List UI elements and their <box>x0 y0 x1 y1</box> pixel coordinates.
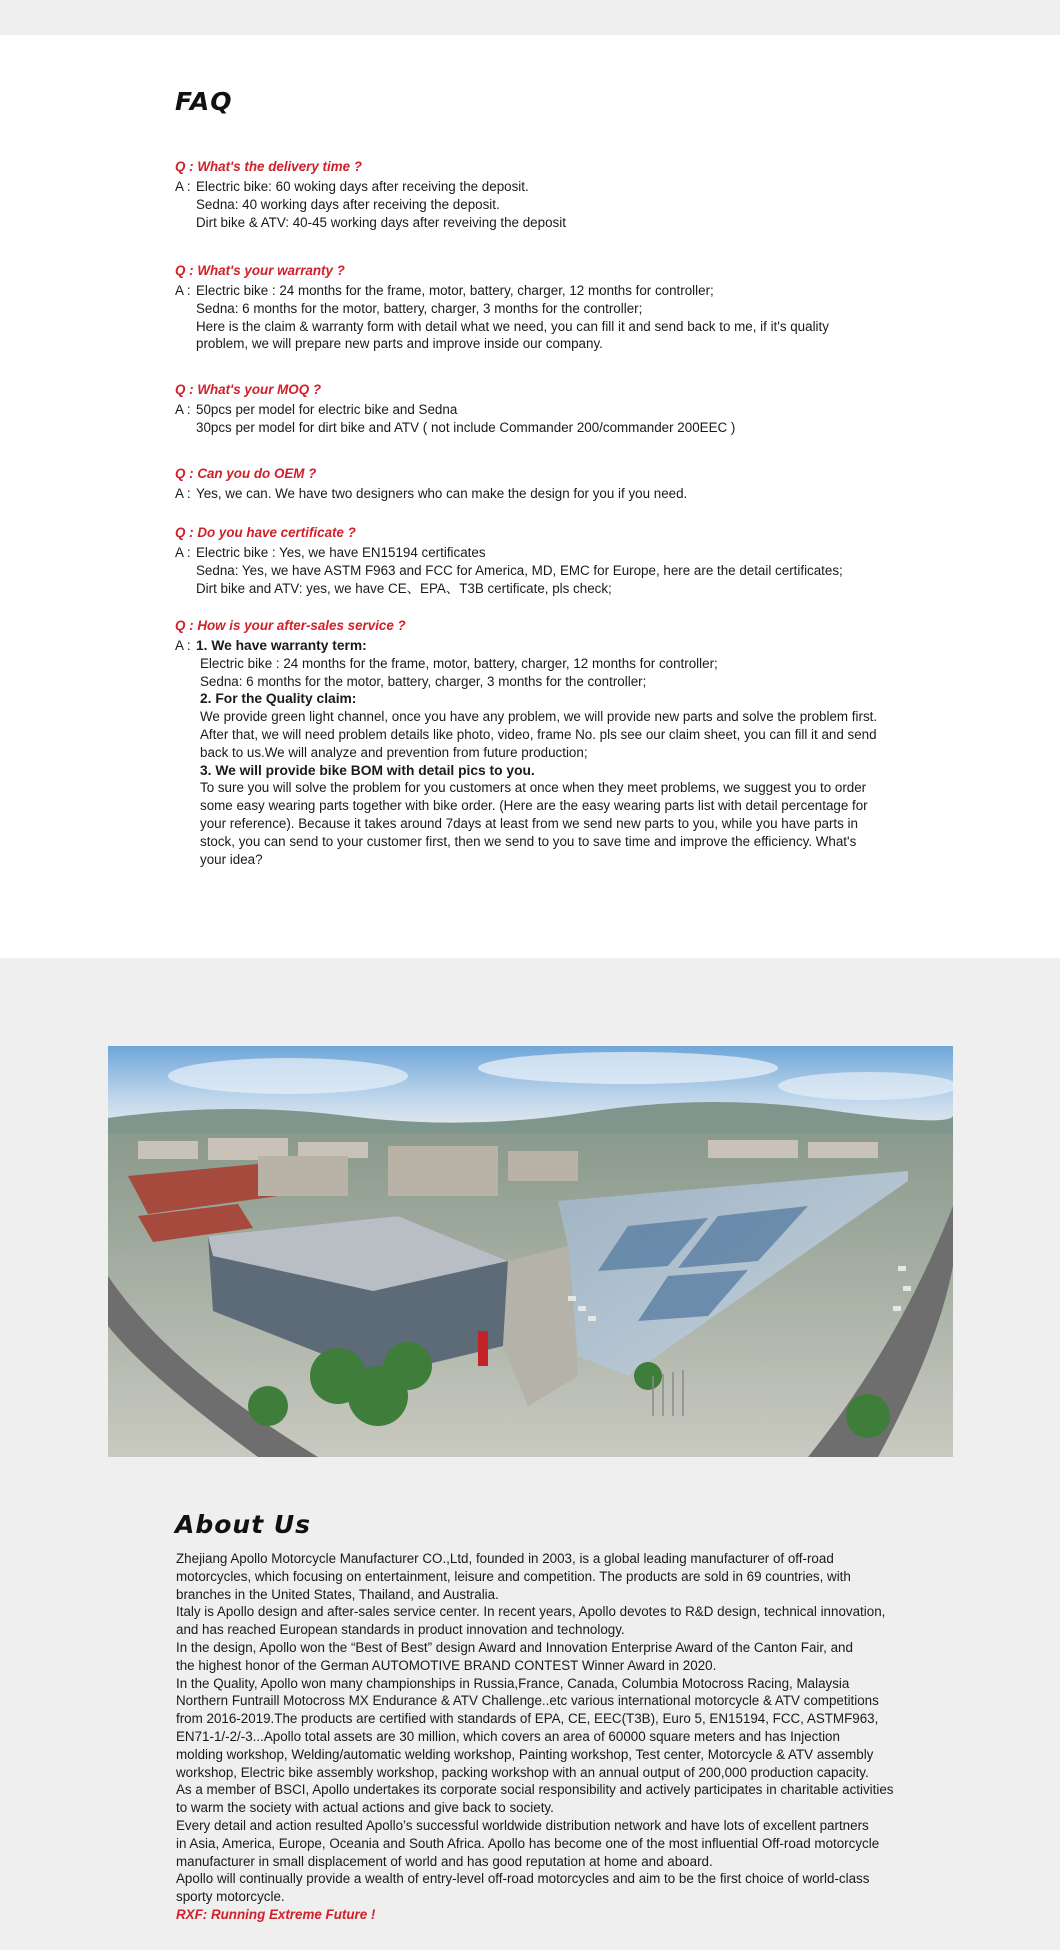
answer-line: Sedna: Yes, we have ASTM F963 and FCC for America, MD, EMC for Europe, here are the detail certificates; <box>196 562 843 578</box>
about-title: About Us <box>175 1510 312 1539</box>
answer-prefix: A : <box>175 179 191 194</box>
answer-line: Here is the claim & warranty form with detail what we need, you can fill it and send back to me, if it's quality <box>196 318 829 334</box>
about-line: in Asia, America, Europe, Oceania and South Africa. Apollo has become one of the most influential Off-road motorcycle <box>176 1835 880 1851</box>
answer-prefix: A : <box>175 283 191 298</box>
answer-line: Dirt bike & ATV: 40-45 working days after reveiving the deposit <box>196 214 566 230</box>
about-line: Italy is Apollo design and after-sales service center. In recent years, Apollo devotes to R&D design, technical innovation, <box>176 1604 886 1620</box>
about-line: to warm the society with actual actions and give back to society. <box>176 1800 554 1816</box>
answer-subheading: 1. We have warranty term: <box>196 638 367 653</box>
answer-prefix: A : <box>175 486 191 501</box>
about-line: sporty motorcycle. <box>176 1889 285 1905</box>
answer-line: stock, you can send to your customer first, then we send to you to save time and improve the efficiency. What's <box>200 833 857 849</box>
answer-line: Electric bike : 24 months for the frame, motor, battery, charger, 12 months for controller; <box>200 655 718 671</box>
about-line: In the design, Apollo won the “Best of Best” design Award and Innovation Enterprise Award of the Canton Fair, and <box>176 1639 853 1655</box>
faq-item-certificate <box>175 524 935 597</box>
about-line: molding workshop, Welding/automatic welding workshop, Painting workshop, Test center, Motorcycle & ATV assembly <box>176 1746 874 1762</box>
answer-line: your reference). Because it takes around 7days at least from we send new parts to you, while you have parts in <box>200 815 858 831</box>
faq-item-after-sales <box>175 617 935 868</box>
answer-line: Electric bike : Yes, we have EN15194 certificates <box>196 545 486 560</box>
answer-prefix: A : <box>175 402 191 417</box>
about-line: and has reached European standards in product innovation and technology. <box>176 1622 625 1638</box>
about-line: Every detail and action resulted Apollo’s successful worldwide distribution network and have lots of excellent partners <box>176 1817 869 1833</box>
about-line: the highest honor of the German AUTOMOTIVE BRAND CONTEST Winner Award in 2020. <box>176 1657 717 1673</box>
faq-answer <box>175 637 935 868</box>
about-body <box>176 1550 916 1924</box>
answer-line: We provide green light channel, once you have any problem, we will provide new parts and solve the problem first. <box>200 709 878 725</box>
factory-aerial-photo <box>108 1046 953 1457</box>
faq-item-moq <box>175 381 935 437</box>
faq-title: FAQ <box>175 87 233 116</box>
faq-answer <box>175 178 935 231</box>
answer-subheading: 2. For the Quality claim: <box>200 691 357 707</box>
answer-line: Electric bike: 60 woking days after receiving the deposit. <box>196 179 529 194</box>
faq-answer <box>175 401 935 437</box>
about-line: EN71-1/-2/-3...Apollo total assets are 30 million, which covers an area of 60000 square meters and has Injection <box>176 1728 840 1744</box>
faq-question: Q : Do you have certificate ? <box>175 525 356 540</box>
faq-answer <box>175 485 935 503</box>
faq-answer <box>175 282 935 353</box>
faq-question: Q : What's your MOQ ? <box>175 382 322 397</box>
about-line: As a member of BSCI, Apollo undertakes its corporate social responsibility and actively participates in charitable activities <box>176 1782 894 1798</box>
answer-line: 30pcs per model for dirt bike and ATV ( not include Commander 200/commander 200EEC ) <box>196 419 736 435</box>
answer-line: After that, we will need problem details like photo, video, frame No. pls see our claim sheet, you can fill it and send <box>200 726 877 742</box>
faq-answer <box>175 544 935 597</box>
faq-item-delivery-time <box>175 158 935 231</box>
answer-line: Yes, we can. We have two designers who can make the design for you if you need. <box>196 486 688 501</box>
about-line: In the Quality, Apollo won many championships in Russia,France, Canada, Columbia Motocross Racing, Malaysia <box>176 1675 850 1691</box>
about-line: Northern Funtraill Motocross MX Endurance & ATV Challenge..etc various international motorcycle & ATV competitions <box>176 1693 879 1709</box>
about-slogan: RXF: Running Extreme Future ! <box>176 1906 376 1922</box>
faq-question: Q : What's your warranty ? <box>175 263 345 278</box>
answer-prefix: A : <box>175 638 191 653</box>
answer-line: back to us.We will analyze and prevention from future production; <box>200 744 588 760</box>
faq-item-warranty <box>175 262 935 353</box>
about-line: workshop, Electric bike assembly workshop, packing workshop with an annual output of 200,000 production capacity. <box>176 1764 869 1780</box>
faq-item-oem <box>175 465 935 503</box>
answer-line: Sedna: 40 working days after receiving the deposit. <box>196 196 500 212</box>
answer-line: 50pcs per model for electric bike and Sedna <box>196 402 458 417</box>
answer-line: some easy wearing parts together with bike order. (Here are the easy wearing parts list with detail percentage for <box>200 798 868 814</box>
factory-illustration <box>108 1046 953 1457</box>
about-line: branches in the United States, Thailand, and Australia. <box>176 1586 499 1602</box>
answer-line: Electric bike : 24 months for the frame, motor, battery, charger, 12 months for controller; <box>196 283 714 298</box>
about-line: Apollo will continually provide a wealth of entry-level off-road motorcycles and aim to be the first choice of world-class <box>176 1871 870 1887</box>
answer-subheading: 3. We will provide bike BOM with detail pics to you. <box>200 762 535 778</box>
about-line: manufacturer in small displacement of world and has good reputation at home and aboard. <box>176 1853 713 1869</box>
faq-question: Q : Can you do OEM ? <box>175 466 317 481</box>
faq-question: Q : How is your after-sales service ? <box>175 618 406 633</box>
about-line: from 2016-2019.The products are certified with standards of EPA, CE, EEC(T3B), Euro 5, EN15194, FCC, ASTMF963, <box>176 1711 879 1727</box>
answer-line: your idea? <box>200 851 263 867</box>
answer-line: Dirt bike and ATV: yes, we have CE、EPA、T3B certificate, pls check; <box>196 580 612 596</box>
faq-question: Q : What's the delivery time ? <box>175 159 362 174</box>
about-line: Zhejiang Apollo Motorcycle Manufacturer CO.,Ltd, founded in 2003, is a global leading manufacturer of off-road <box>176 1551 834 1566</box>
answer-line: problem, we will prepare new parts and improve inside our company. <box>196 336 603 352</box>
answer-line: Sedna: 6 months for the motor, battery, charger, 3 months for the controller; <box>196 300 643 316</box>
answer-prefix: A : <box>175 545 191 560</box>
about-line: motorcycles, which focusing on entertainment, leisure and competition. The products are sold in 69 countries, with <box>176 1568 851 1584</box>
answer-line: Sedna: 6 months for the motor, battery, charger, 3 months for the controller; <box>200 673 647 689</box>
answer-line: To sure you will solve the problem for you customers at once when they meet problems, we suggest you to order <box>200 780 867 796</box>
